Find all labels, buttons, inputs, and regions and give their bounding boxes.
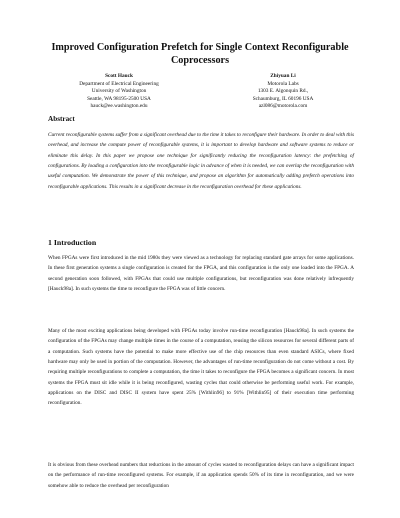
author-organization: 1303 E. Algonquin Rd., bbox=[257, 88, 309, 94]
author-department: Department of Electrical Engineering bbox=[79, 80, 159, 87]
author-email[interactable]: hauck@ee.washington.edu bbox=[90, 103, 148, 109]
paragraph: Many of the most exciting applications being developed with FPGAs today involve run-time reconfiguration [Hauck98a]. In such systems the configuration of the FPGAs may change multiple times in the course of a computation, reusing the silicon resources for several different parts of a computation. Such systems have the potential to make more effective use of the chip resources than even standard ASICs, where fixed hardware may only be used in portion of the computation. However, the advantages of run-time reconfiguration do not come without a cost. By requiring multiple reconfigurations to complete a computation, the time it takes to reconfigure the FPGA becomes a significant concern. In most systems the FPGA must sit idle while it is being reconfigured, wasting cycles that could otherwise be performing useful work. For example, applications on the DISC and DISC II system have spent 25% [Withlin96] to 91% [Withlin95] of their execution time performing reconfiguration. bbox=[48, 328, 354, 407]
author-name: Scott Hauck bbox=[105, 73, 133, 79]
abstract-heading: Abstract bbox=[48, 115, 75, 123]
author-city: Seattle, WA 98195-2500 USA bbox=[87, 95, 151, 102]
author-block-li bbox=[218, 73, 348, 111]
author-email[interactable]: azl086@motorola.com bbox=[258, 103, 308, 109]
author-name: Zhiyuan Li bbox=[270, 73, 296, 79]
abstract-text: Current reconfigurable systems suffer from a significant overhead due to the time it takes to reconfigure their hardware. In order to deal with this overhead, and increase the compute power of reconfigurable systems, it is important to develop hardware and software systems to reduce or eliminate this delay. In this paper we propose one technique for significantly reducing the reconfiguration latency: the prefetching of configurations. By loading a configuration into the reconfigurable logic in advance of when it is needed, we can overlap the reconfiguration with useful computation. We demonstrate the power of this technique, and propose an algorithm for automatically adding prefetch operations into reconfigurable applications. This results in a significant decrease in the reconfiguration overhead for these applications. bbox=[48, 132, 354, 190]
paragraph: It is obvious from these overhead numbers that reductions in the amount of cycles wasted to reconfiguration delays can have a significant impact on the performance of run-time reconfigured systems. For example, if an application spends 50% of its time in reconfiguration, and we were somehow able to reduce the overhead per reconfiguration bbox=[48, 462, 354, 489]
author-city: Schaumburg, IL 60196 USA bbox=[252, 95, 314, 102]
author-block-hauck bbox=[54, 73, 184, 111]
author-department: Motorola Labs bbox=[267, 80, 299, 87]
paper-title: Improved Configuration Prefetch for Single Context Reconfigurable Coprocessors bbox=[51, 42, 349, 66]
paragraph: When FPGAs were first introduced in the mid 1980s they were viewed as a technology for replacing standard gate arrays for some applications. In these first generation systems a single configuration is created for the FPGA, and this configuration is the only one loaded into the FPGA. A second generation soon followed, with FPGAs that could use multiple configurations, but reconfiguration was done relatively infrequently [Hauck98a]. In such systems the time to reconfigure the FPGA was of little concern. bbox=[48, 255, 354, 293]
section-heading: 1 Introduction bbox=[48, 238, 97, 247]
author-organization: University of Washington bbox=[91, 88, 147, 94]
